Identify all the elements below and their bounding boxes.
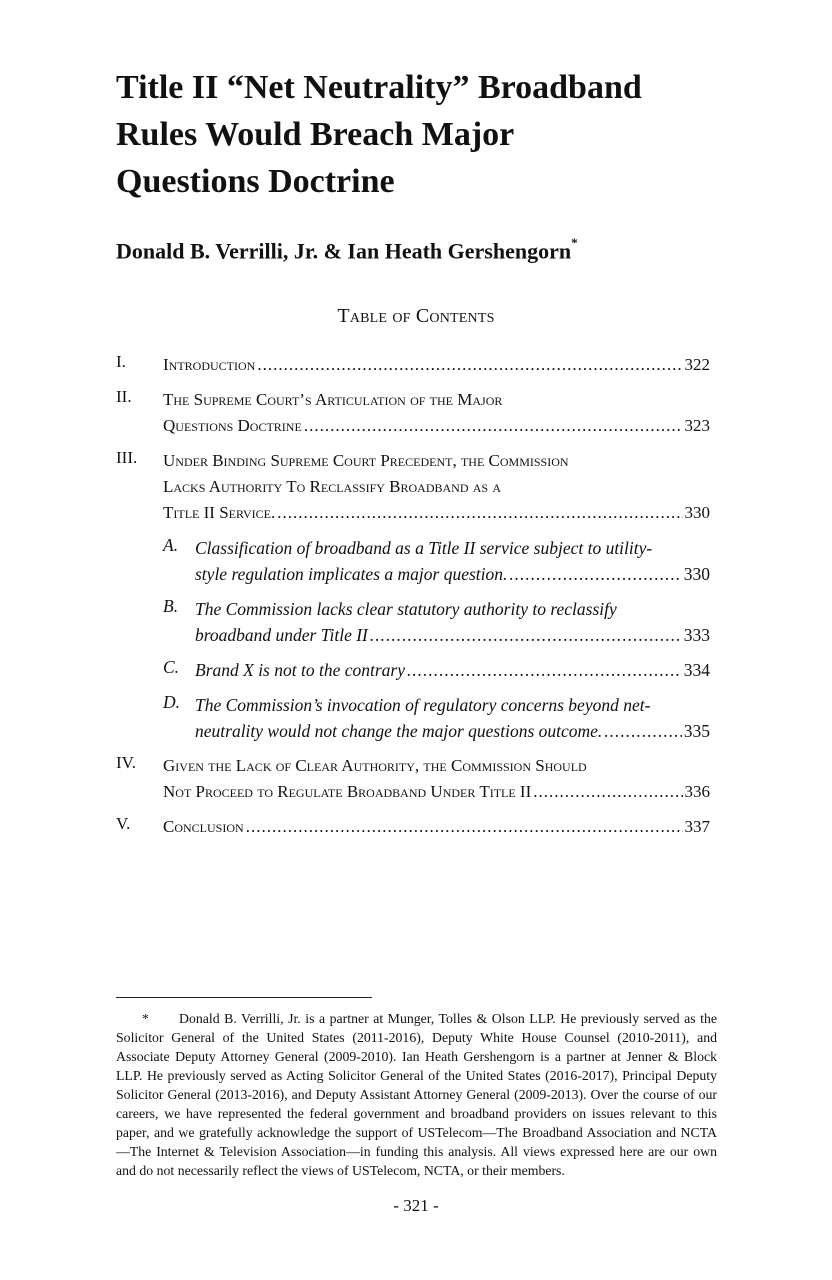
toc-number: IV.	[116, 753, 136, 772]
leader-dots	[277, 500, 682, 526]
toc-entry-text: Title II Service.	[163, 503, 276, 522]
toc-entry-text: Not Proceed to Regulate Broadband Under Title II	[163, 782, 532, 801]
toc-entry-text: broadband under Title II	[195, 625, 368, 645]
toc-entry-text: style regulation implicates a major question.	[195, 564, 508, 584]
author-footnote	[116, 1009, 717, 1180]
toc-page-number: 330	[684, 503, 710, 522]
toc-letter: A.	[163, 535, 179, 555]
toc-number: II.	[116, 387, 132, 406]
page-number: - 321 -	[393, 1196, 439, 1215]
toc-page-number: 322	[684, 355, 710, 374]
footnote-divider	[116, 997, 372, 998]
toc-subentry-d[interactable]	[163, 692, 710, 744]
article-title	[116, 64, 716, 205]
toc-page-number: 336	[684, 782, 710, 801]
toc-entry-articulation[interactable]	[116, 387, 710, 439]
title-line: Questions Doctrine	[116, 163, 395, 200]
toc-number: V.	[116, 814, 131, 833]
toc-entry-text: Lacks Authority To Reclassify Broadband as a	[163, 477, 502, 496]
toc-entry-text: neutrality would not change the major questions outcome.	[195, 721, 603, 741]
toc-entry-text: The Commission’s invocation of regulatory concerns beyond net-	[195, 695, 651, 715]
leader-dots	[257, 352, 682, 378]
toc-heading: Table of Contents	[337, 305, 495, 327]
footnote-marker: *	[142, 1011, 149, 1026]
toc-entry-text: Under Binding Supreme Court Precedent, the Commission	[163, 451, 569, 470]
leader-dots	[246, 814, 683, 840]
toc-subentry-b[interactable]	[163, 596, 710, 648]
toc-letter: C.	[163, 657, 180, 677]
toc-entry-text: Brand X is not to the contrary	[195, 660, 405, 680]
toc-entry-text: Given the Lack of Clear Authority, the Commission Should	[163, 756, 587, 775]
toc-page-number: 337	[684, 817, 710, 836]
toc-entry-conclusion[interactable]	[116, 814, 710, 840]
toc-page-number: 333	[683, 625, 710, 645]
toc-page-number: 335	[683, 721, 710, 741]
leader-dots	[509, 561, 681, 587]
toc-entry-text: Introduction	[163, 355, 256, 374]
toc-subentry-c[interactable]	[163, 657, 710, 683]
toc-page-number: 334	[683, 660, 710, 680]
title-line: Rules Would Breach Major	[116, 116, 515, 153]
toc-subentry-a[interactable]	[163, 535, 710, 587]
toc-entry-clear-authority[interactable]	[116, 753, 710, 805]
toc-entry-text: Questions Doctrine	[163, 416, 302, 435]
author-footnote-marker[interactable]: *	[571, 235, 578, 250]
toc-letter: D.	[163, 692, 181, 712]
author-line	[116, 235, 578, 264]
toc-page-number: 330	[683, 564, 710, 584]
toc-entry-text: The Supreme Court’s Articulation of the Major	[163, 390, 503, 409]
toc-letter: B.	[163, 596, 179, 616]
toc-page-number: 323	[684, 416, 710, 435]
toc-entry-introduction[interactable]	[116, 352, 710, 378]
table-of-contents	[116, 352, 710, 840]
toc-entry-text: Classification of broadband as a Title II service subject to utility-	[195, 538, 653, 558]
author-names: Donald B. Verrilli, Jr. & Ian Heath Gershengorn	[116, 238, 572, 264]
toc-number: III.	[116, 448, 138, 467]
leader-dots	[533, 779, 682, 805]
leader-dots	[407, 657, 682, 683]
toc-entry-text: The Commission lacks clear statutory authority to reclassify	[195, 599, 617, 619]
toc-entry-text: Conclusion	[163, 817, 244, 836]
leader-dots	[604, 718, 681, 744]
footnote-text: Donald B. Verrilli, Jr. is a partner at Munger, Tolles & Olson LLP. He previously served as the Solicitor General of the United States (2011-2016), Deputy White House Counsel (2010-2011), and Associate Deputy Attorney General (2009-2010). Ian Heath Gershengorn is a partner at Jenner & Block LLP. He previously served as Acting Solicitor General of the United States (2016-2017), Principal Deputy Solicitor General (2013-2016), and Deputy Assistant Attorney General (2009-2013). Over the course of our careers, we have represented the federal government and broadband providers on issues relevant to this paper, and we gratefully acknowledge the support of USTelecom—The Broadband Association and NCTA—The Internet & Television Association—in funding this analysis. All views expressed here are our own and do not necessarily reflect the views of USTelecom, NCTA, or their members.	[116, 1011, 717, 1178]
leader-dots	[304, 413, 683, 439]
toc-entry-precedent[interactable]	[116, 448, 710, 526]
title-line: Title II “Net Neutrality” Broadband	[116, 69, 642, 106]
toc-number: I.	[116, 352, 126, 371]
leader-dots	[370, 622, 682, 648]
